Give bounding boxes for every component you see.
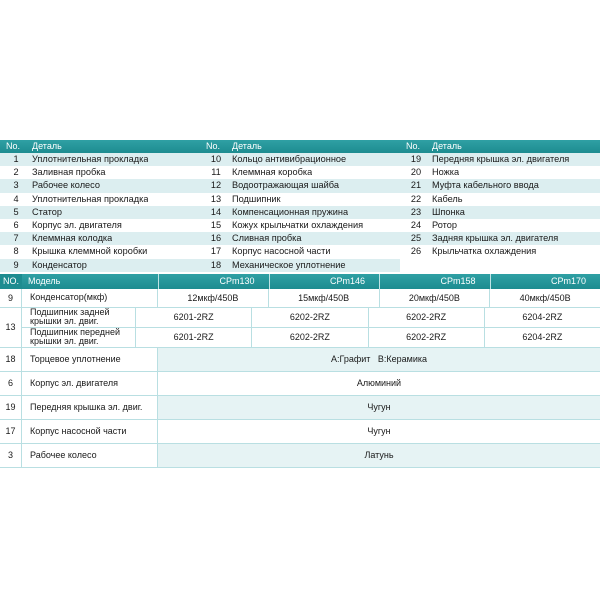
part-row [400, 245, 600, 258]
spec-row-motor-housing [0, 372, 600, 396]
part-row [0, 219, 200, 232]
part-row [0, 166, 200, 179]
spec-cell: 6202-2RZ [369, 308, 485, 327]
part-row [400, 206, 600, 219]
part-row [200, 206, 400, 219]
spec-row-pump-housing [0, 420, 600, 444]
model-column-header: CPm158 [379, 274, 490, 289]
part-name: Корпус насосной части [232, 246, 331, 257]
part-row [400, 232, 600, 245]
part-row [200, 166, 400, 179]
part-no: 21 [410, 180, 422, 191]
parts-header-group [0, 140, 200, 153]
part-name: Конденсатор [32, 259, 87, 270]
spec-row-label: Подшипник задней крышки эл. двиг. [22, 308, 136, 327]
part-no: 22 [410, 193, 422, 204]
part-row [0, 153, 200, 166]
part-name: Корпус эл. двигателя [32, 219, 122, 230]
part-no: 7 [13, 233, 19, 244]
part-name: Клеммная колодка [32, 233, 113, 244]
spec-row-label: Подшипник передней крышки эл. двиг. [22, 328, 136, 347]
model-column-header: CPm130 [158, 274, 269, 289]
spec-table-header [0, 274, 600, 289]
part-name: Кабель [432, 193, 463, 204]
part-name: Крышка клеммной коробки [32, 246, 148, 257]
spec-cell-merged: Алюминий [356, 378, 402, 389]
parts-column-3 [400, 153, 600, 272]
spec-row-label: Корпус эл. двигателя [22, 372, 158, 395]
part-row [200, 259, 400, 272]
part-row [400, 219, 600, 232]
spec-row-label: Рабочее колесо [22, 444, 158, 467]
spec-sheet [0, 140, 600, 468]
part-row [400, 153, 600, 166]
spec-cell-merged: Латунь [158, 444, 600, 467]
spec-cell: 6201-2RZ [136, 308, 252, 327]
spec-row-label: Передняя крышка эл. двиг. [22, 396, 158, 419]
spec-cell: 6201-2RZ [136, 328, 252, 347]
part-no: 4 [13, 193, 19, 204]
part-row [200, 245, 400, 258]
parts-header-group [400, 140, 600, 153]
spec-cell-merged: Чугун [158, 396, 600, 419]
part-no: 18 [210, 259, 222, 270]
part-no: 15 [210, 219, 222, 230]
part-name: Ножка [432, 167, 460, 178]
spec-row-front-cover [0, 396, 600, 420]
part-no: 20 [410, 167, 422, 178]
spec-row-label: Корпус насосной части [22, 420, 158, 443]
parts-header-name: Деталь [232, 141, 262, 151]
part-row [200, 219, 400, 232]
part-row [200, 193, 400, 206]
spec-cell-merged: А:Графит В:Керамика [158, 348, 600, 371]
part-name: Кольцо антивибрационное [232, 154, 347, 164]
parts-header-group [200, 140, 400, 153]
part-row [200, 179, 400, 192]
part-name: Муфта кабельного ввода [432, 180, 539, 191]
parts-header-no: No. [406, 141, 421, 151]
spec-header-no: NO. [0, 274, 22, 289]
spec-row-impeller [0, 444, 600, 468]
part-row [0, 179, 200, 192]
part-no: 2 [13, 167, 19, 178]
model-column-header: CPm170 [490, 274, 600, 289]
part-no: 16 [210, 233, 222, 244]
part-row [400, 166, 600, 179]
part-name: Рабочее колесо [32, 180, 100, 191]
part-row [200, 232, 400, 245]
spec-cell: 6202-2RZ [369, 328, 485, 347]
part-name: Ротор [432, 219, 457, 230]
part-name: Компенсационная пружина [232, 206, 349, 217]
part-name: Кожух крыльчатки охлаждения [232, 219, 364, 230]
part-no: 23 [410, 206, 422, 217]
part-row [0, 232, 200, 245]
part-name: Задняя крышка эл. двигателя [432, 233, 559, 244]
part-name: Заливная пробка [32, 167, 106, 178]
spec-cell: 6202-2RZ [252, 308, 368, 327]
spec-row-no: 18 [0, 348, 22, 371]
spec-row-seal [0, 348, 600, 372]
spec-row-label: Торцевое уплотнение [22, 348, 158, 371]
parts-header-name: Деталь [432, 141, 462, 151]
part-no: 10 [210, 154, 222, 164]
part-no: 19 [410, 154, 422, 164]
spec-table [0, 274, 600, 468]
part-no: 6 [13, 219, 19, 230]
part-no: 9 [13, 259, 19, 270]
part-no: 25 [410, 233, 422, 244]
spec-row-no: 17 [0, 420, 22, 443]
spec-cell: 40мкф/450В [519, 292, 571, 303]
parts-header-no: No. [6, 141, 21, 151]
spec-cell: 20мкф/450В [380, 289, 491, 307]
spec-row-no: 19 [0, 396, 22, 419]
parts-header-no: No. [206, 141, 221, 151]
spec-row-rear-bearing [22, 308, 600, 328]
spec-row-bearings [0, 308, 600, 348]
parts-header-name: Деталь [32, 141, 62, 151]
part-row [400, 179, 600, 192]
part-no: 17 [210, 246, 222, 257]
part-name: Передняя крышка эл. двигателя [432, 154, 570, 164]
spec-row-no: 3 [0, 444, 22, 467]
spec-cell: 12мкф/450В [158, 289, 269, 307]
bearing-rows [22, 308, 600, 347]
part-name: Клеммная коробка [232, 167, 313, 178]
parts-table-header [0, 140, 600, 153]
spec-row-label: Конденсатор(мкф) [22, 289, 158, 307]
part-row [400, 193, 600, 206]
part-no: 24 [410, 219, 422, 230]
part-no: 5 [13, 206, 19, 217]
parts-column-1 [0, 153, 200, 272]
part-row [0, 245, 200, 258]
part-name: Водоотражающая шайба [232, 180, 339, 191]
part-name: Сливная пробка [232, 233, 302, 244]
spec-cell: 6204-2RZ [522, 312, 563, 323]
parts-table-body [0, 153, 600, 272]
part-name: Шпонка [432, 206, 465, 217]
part-name: Подшипник [232, 193, 281, 204]
spec-cell: 6204-2RZ [522, 332, 563, 343]
spec-row-front-bearing [22, 328, 600, 347]
part-no: 1 [13, 154, 19, 164]
parts-column-2 [200, 153, 400, 272]
spec-row-no: 13 [0, 308, 22, 347]
part-no: 14 [210, 206, 222, 217]
part-name: Уплотнительная прокладка [32, 154, 149, 164]
part-no: 11 [211, 167, 221, 178]
spec-header-model: Модель [22, 274, 158, 289]
part-row [0, 193, 200, 206]
spec-cell: 15мкф/450В [269, 289, 380, 307]
spec-cell: 6202-2RZ [252, 328, 368, 347]
part-name: Статор [32, 206, 62, 217]
part-name: Механическое уплотнение [232, 259, 346, 270]
part-no: 8 [13, 246, 19, 257]
part-row [0, 206, 200, 219]
spec-row-no: 9 [0, 289, 22, 307]
part-no: 26 [410, 246, 422, 257]
part-name: Крыльчатка охлаждения [432, 246, 537, 257]
part-no: 12 [210, 180, 222, 191]
spec-row-capacitor [0, 289, 600, 308]
part-row [200, 153, 400, 166]
spec-cell-merged: Чугун [367, 426, 391, 437]
part-name: Уплотнительная прокладка [32, 193, 149, 204]
model-column-header: CPm146 [269, 274, 380, 289]
spec-row-no: 6 [0, 372, 22, 395]
part-row [0, 259, 200, 272]
part-no: 3 [13, 180, 19, 191]
part-no: 13 [210, 193, 222, 204]
